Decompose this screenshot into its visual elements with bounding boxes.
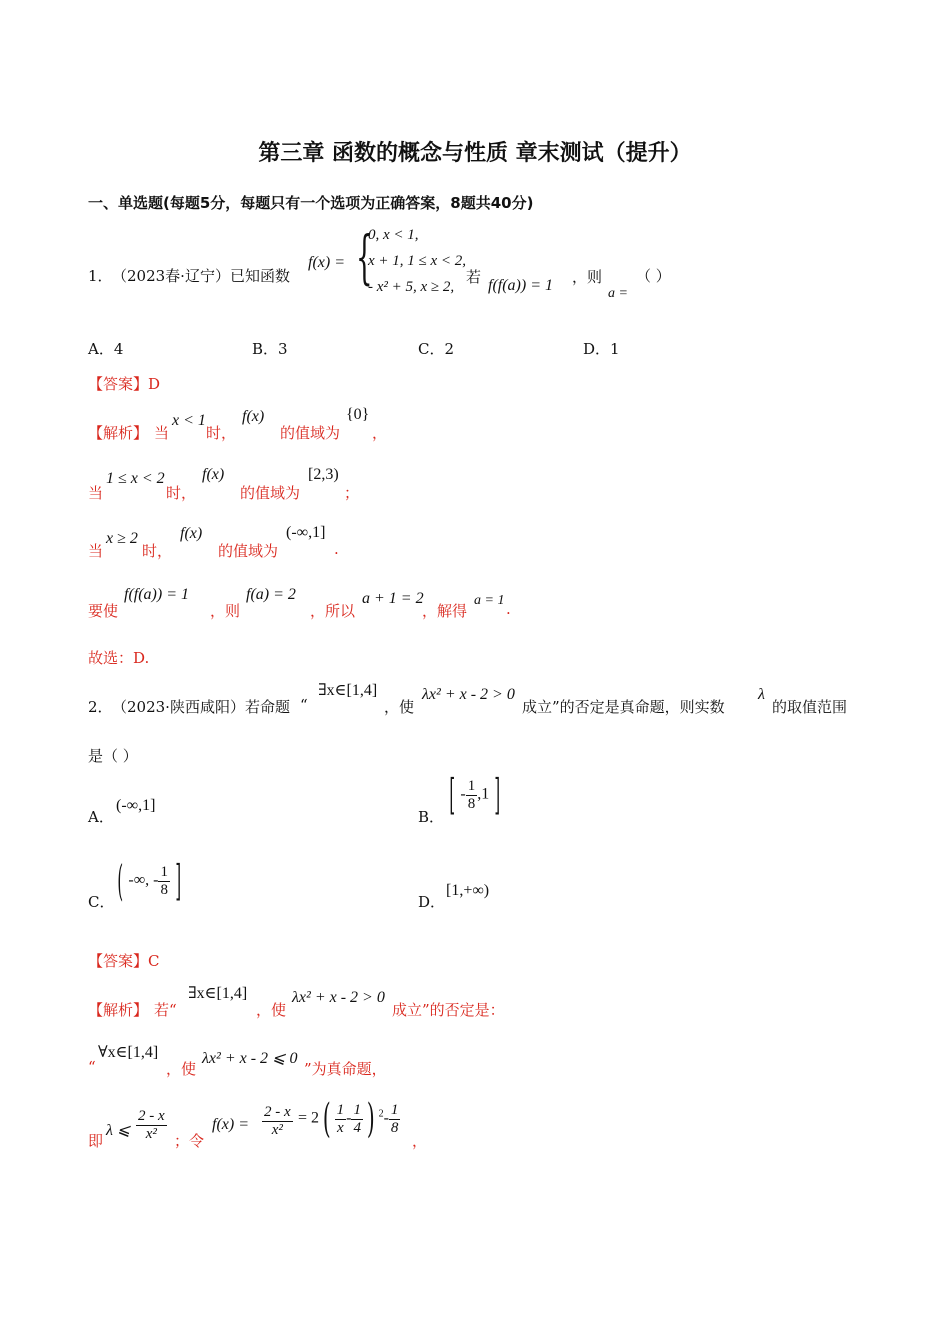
q2-comma-make: ，使 [384,698,415,716]
q2-option-c-num: 1 [160,863,168,880]
q2-a1-m1: ∃x∈[1,4] [188,985,248,1002]
q1-a3-math: x ≥ 2 [106,530,138,547]
q2-line2: 是（ ） [88,747,138,765]
q2-a3-four: 4 [353,1119,361,1136]
q2-a3-minus2: - [383,1109,389,1127]
q2-a2-q: “ [88,1058,96,1076]
q1-a1-set: {0} [346,406,370,423]
q1-a3-b: 时， [142,542,173,560]
q2-option-d-label: D． [418,893,446,911]
q2-option-b: [ - $\frac{1}{8}$ ,1 ] [449,770,501,819]
q2-answer: 【答案】C [88,952,160,970]
q2-a3-frac1 [136,1108,167,1143]
q1-a4-m4: a = 1 [474,593,505,608]
q1-a-eq: a = [608,286,628,301]
q2-a3-fx: f(x) = [212,1116,249,1133]
q1-a2-c: 的值域为 [240,484,301,502]
q2-a3-b: ；令 [174,1132,205,1150]
q2-a3-one3: 1 [390,1101,399,1118]
q2-a3-lam: λ ⩽ [106,1122,131,1139]
q1-a1-c: 的值域为 [280,424,341,442]
q1-a4-m1: f(f(a)) = 1 [124,586,189,603]
q1-if: 若 [466,268,482,286]
q2-a3-one2: 1 [353,1101,361,1118]
q1-a3-end: . [334,540,339,558]
q1-a2-a: 当 [88,484,104,502]
q2-option-b-label: B． [418,808,445,826]
q2-prop2: λx² + x - 2 > 0 [422,686,515,703]
q2-a1-c: 成立”的否定是： [392,1001,505,1019]
q2-a3-a: 即 [88,1132,104,1150]
page-title: 第三章 函数的概念与性质 章末测试（提升） [258,141,692,166]
q1-a4-b: ，则 [210,602,241,620]
q1-then: ，则 [572,268,603,286]
q1-a4-m2: f(a) = 2 [246,586,296,603]
q2-option-c-label: C． [88,893,115,911]
q1-a4-m3: a + 1 = 2 [362,590,424,607]
q1-case1: 0, x < 1, [368,227,419,243]
q2-a3-square: = 2( $\frac{1}{x}$ - $\frac{1}{4}$ ) $^2$- $\frac{1}{8}$ [298,1096,399,1142]
q2-a3-eq2: = 2 [298,1109,320,1127]
q2-a3-frac1-den: x² [145,1126,157,1142]
q2-quote-open: “ [300,696,308,714]
section-heading: 一、单选题(每题5分，每题只有一个选项为正确答案，8题共40分) [88,194,534,212]
q1-a4-d: ，解得 [422,602,468,620]
q2-option-a: (-∞,1] [116,797,156,814]
q2-a3-eight: 8 [390,1119,399,1136]
q1-a3-a: 当 [88,542,104,560]
q2-a2-m1: ∀x∈[1,4] [98,1044,159,1061]
q1-a2-end: ； [344,484,360,502]
q2-a1-a: 若“ [154,1001,177,1019]
q2-option-b-minus: - [460,785,466,803]
q1-a1-math: x < 1 [172,412,206,429]
q2-source: （2023·陕西咸阳）若命题 [112,698,290,716]
q2-a2-m2: λx² + x - 2 ⩽ 0 [202,1050,298,1067]
q1-number: 1． [88,267,113,285]
q1-a2-set: [2,3) [308,466,339,483]
q2-option-c: ( -∞, - $\frac{1}{8}$ ] [117,856,182,905]
q1-a5: 故选：D. [88,649,150,667]
q2-rest: 成立”的否定是真命题，则实数 [522,698,725,716]
q1-a1-a: 当 [154,424,170,442]
q2-a3-x: x [337,1119,344,1136]
q1-case3: - x² + 5, x ≥ 2, [368,279,455,295]
q1-option-d: D．1 [583,340,620,358]
q2-option-c-pre: -∞, - [128,871,159,889]
q1-a2-math: 1 ≤ x < 2 [106,470,165,487]
q1-answer: 【答案】D [88,375,161,393]
q1-func-lhs: f(x) = [308,254,345,271]
q1-case2: x + 1, 1 ≤ x < 2, [368,253,467,269]
q1-a4-c: ，所以 [310,602,356,620]
q1-a4-a: 要使 [88,602,119,620]
q2-option-b-num: 1 [467,777,476,794]
q2-a3-frac2-num: 2 - x [264,1104,291,1120]
q2-option-b-den: 8 [467,795,476,812]
q1-a1-fx: f(x) [242,408,265,425]
q2-a3-frac1-num: 2 - x [138,1108,165,1124]
q1-option-a: A．4 [88,340,124,358]
q1-option-b: B．3 [252,340,288,358]
q2-a1-m2: λx² + x - 2 > 0 [292,989,385,1006]
q1-a2-b: 时， [166,484,197,502]
q1-a3-c: 的值域为 [218,542,279,560]
q1-brace: { [356,223,373,291]
q1-a4-end: . [506,600,511,618]
q1-condition: f(f(a)) = 1 [488,277,553,294]
q2-a3-frac2 [262,1104,293,1139]
q2-analysis-label: 【解析】 [88,1001,149,1019]
q2-option-d: [1,+∞) [446,882,490,899]
q2-a2-c: ”为真命题， [304,1060,387,1078]
q1-option-c: C．2 [418,340,455,358]
q2-a3-frac2-den: x² [271,1122,283,1138]
q2-number: 2． [88,698,113,716]
q2-a3-sq: 2 [378,1108,384,1120]
q2-a3-one1: 1 [336,1101,345,1118]
q2-a3-end: ， [412,1132,428,1150]
q2-prop1: ∃x∈[1,4] [318,682,378,699]
q2-a3-minus1: - [346,1109,352,1127]
q2-a1-b: ，使 [256,1001,287,1019]
q2-a2-b: ，使 [166,1060,197,1078]
q2-rest2: 的取值范围 [772,698,848,716]
q1-a1-end: ， [372,424,388,442]
q1-a2-fx: f(x) [202,466,225,483]
q1-a3-fx: f(x) [180,525,203,542]
q1-a3-set: (-∞,1] [286,524,326,541]
q2-option-c-den: 8 [160,881,168,898]
q1-a1-b: 时， [206,424,237,442]
q1-source: （2023春·辽宁）已知函数 [112,267,290,285]
q1-analysis-label: 【解析】 [88,424,149,442]
q1-blank: （ ） [636,267,671,285]
q2-option-b-post: ,1 [477,785,490,803]
q2-option-a-label: A． [88,808,114,826]
q2-lambda: λ [758,686,765,703]
